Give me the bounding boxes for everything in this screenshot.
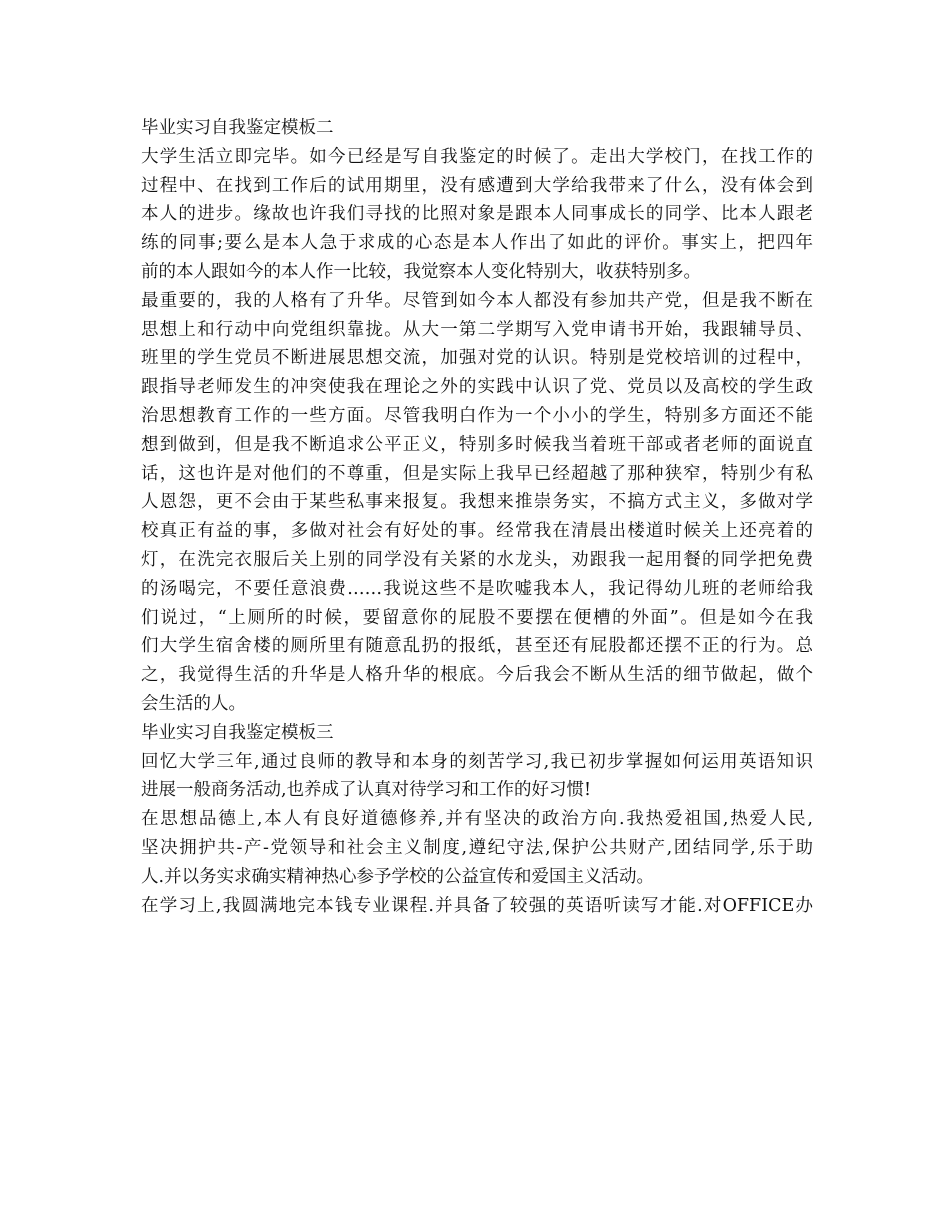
text-line: 灯，在洗完衣服后关上别的同学没有关紧的水龙头，劝跟我一起用餐的同学把免费 <box>141 549 813 570</box>
text-line: 过程中、在找到工作后的试用期里，没有感遭到大学给我带来了什么，没有体会到 <box>141 175 813 196</box>
text-line: 跟指导老师发生的冲突使我在理论之外的实践中认识了党、党员以及高校的学生政 <box>141 377 813 398</box>
text-line: 进展一般商务活动,也养成了认真对待学习和工作的好习惯! <box>141 780 592 801</box>
text-line: 最重要的，我的人格有了升华。尽管到如今本人都没有参加共产党，但是我不断在 <box>141 290 813 311</box>
text-line: 前的本人跟如今的本人作一比较，我觉察本人变化特别大，收获特别多。 <box>141 261 701 282</box>
text-line: 会生活的人。 <box>141 693 246 714</box>
text-line: 本人的进步。缘故也许我们寻找的比照对象是跟本人同事成长的同学、比本人跟老 <box>141 204 813 225</box>
text-line: 回忆大学三年,通过良师的教导和本身的刻苦学习,我已初步掌握如何运用英语知识 <box>141 751 813 772</box>
text-line: 在学习上,我圆满地完本钱专业课程.并具备了较强的英语听读写才能.对OFFICE办 <box>141 895 813 916</box>
section-title: 毕业实习自我鉴定模板二 <box>141 118 334 138</box>
text-line: 治思想教育工作的一些方面。尽管我明白作为一个小小的学生，特别多方面还不能 <box>141 405 813 426</box>
text-line: 想到做到，但是我不断追求公平正义，特别多时候我当着班干部或者老师的面说直 <box>141 434 813 455</box>
text-line: 练的同事;要么是本人急于求成的心态是本人作出了如此的评价。事实上，把四年 <box>141 233 813 254</box>
text-line: 大学生活立即完毕。如今已经是写自我鉴定的时候了。走出大学校门，在找工作的 <box>141 146 813 167</box>
text-line: 校真正有益的事，多做对社会有好处的事。经常我在清晨出楼道时候关上还亮着的 <box>141 521 813 542</box>
text-line: 思想上和行动中向党组织靠拢。从大一第二学期写入党申请书开始，我跟辅导员、 <box>141 319 813 340</box>
document-body <box>141 114 813 920</box>
text-line: 们大学生宿舍楼的厕所里有随意乱扔的报纸，甚至还有屁股都还摆不正的行为。总 <box>141 636 813 657</box>
text-line: 话，这也许是对他们的不尊重，但是实际上我早已经超越了那种狭窄，特别少有私 <box>141 463 813 484</box>
section-title: 毕业实习自我鉴定模板三 <box>141 722 334 743</box>
text-line: 人恩怨，更不会由于某些私事来报复。我想来推崇务实，不搞方式主义，多做对学 <box>141 492 813 513</box>
text-line: 人.并以务实求确实精神热心参予学校的公益宣传和爱国主义活动。 <box>141 866 655 887</box>
text-line: 之，我觉得生活的升华是人格升华的根底。今后我会不断从生活的细节做起，做个 <box>141 665 813 686</box>
text-line: 坚决拥护共-产-党领导和社会主义制度,遵纪守法,保护公共财产,团结同学,乐于助 <box>141 837 813 858</box>
text-line: 班里的学生党员不断进展思想交流，加强对党的认识。特别是党校培训的过程中， <box>141 348 813 369</box>
text-line: 的汤喝完，不要任意浪费……我说这些不是吹嘘我本人，我记得幼儿班的老师给我 <box>141 578 813 599</box>
text-line: 们说过，“上厕所的时候，要留意你的屁股不要摆在便槽的外面”。但是如今在我 <box>141 607 813 628</box>
text-line: 在思想品德上,本人有良好道德修养,并有坚决的政治方向.我热爱祖国,热爱人民, <box>141 809 813 830</box>
